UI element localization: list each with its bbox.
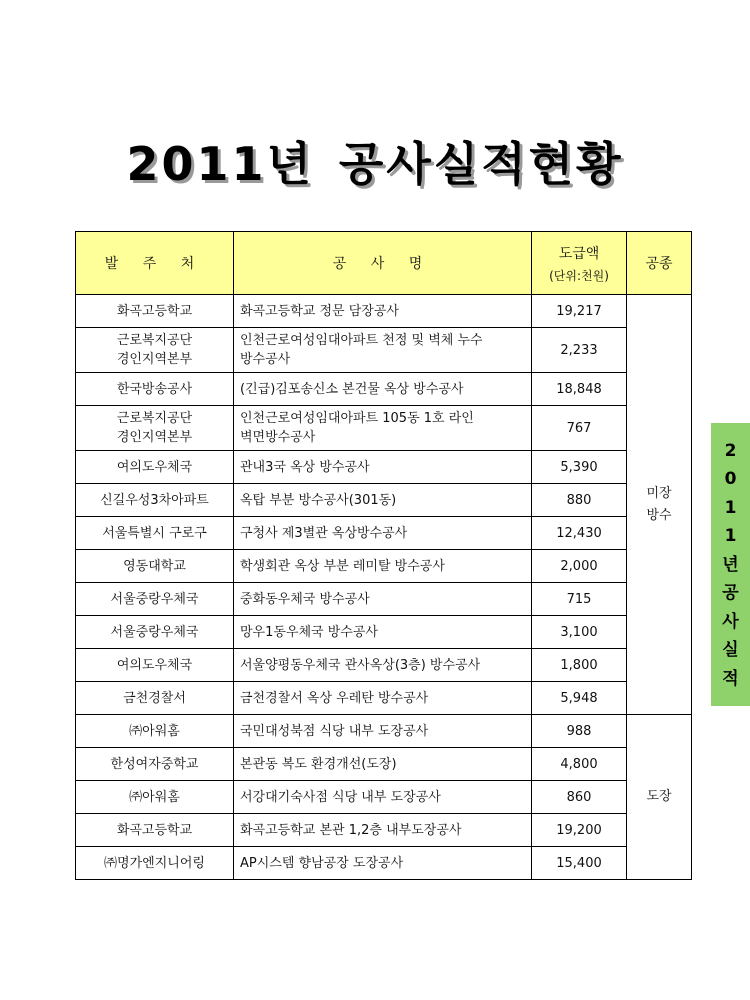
cell-client: 서울중랑우체국 [76, 616, 234, 649]
table-row [76, 616, 692, 649]
cell-project: 금천경찰서 옥상 우레탄 방수공사 [234, 682, 532, 715]
cell-client: 여의도우체국 [76, 451, 234, 484]
table-row [76, 715, 692, 748]
cell-amount: 2,000 [532, 550, 627, 583]
cell-project: 국민대성북점 식당 내부 도장공사 [234, 715, 532, 748]
sidebar-char: 2 [724, 440, 737, 461]
page-title: 2011년 공사실적현황 [126, 137, 624, 191]
year-works-sidebar [711, 423, 750, 706]
cell-client: ㈜명가엔지니어링 [76, 847, 234, 880]
table-row [76, 748, 692, 781]
cell-amount: 19,200 [532, 814, 627, 847]
cell-project: 중화동우체국 방수공사 [234, 583, 532, 616]
header-project: 공 사 명 [234, 232, 532, 295]
header-amount [532, 232, 627, 295]
header-category: 공종 [627, 232, 692, 295]
cell-client: 화곡고등학교 [76, 295, 234, 328]
cell-client: 한성여자중학교 [76, 748, 234, 781]
table-row [76, 406, 692, 451]
cell-client: 금천경찰서 [76, 682, 234, 715]
table-row [76, 649, 692, 682]
cell-project: 학생회관 옥상 부분 레미탈 방수공사 [234, 550, 532, 583]
header-amount-label: 도급액 [558, 245, 600, 262]
cell-amount: 3,100 [532, 616, 627, 649]
cell-amount: 2,233 [532, 328, 627, 373]
cell-amount: 19,217 [532, 295, 627, 328]
cell-category-painting: 도장 [627, 715, 692, 880]
table-row [76, 373, 692, 406]
cell-project: 본관동 복도 환경개선(도장) [234, 748, 532, 781]
cell-amount: 767 [532, 406, 627, 451]
cell-amount: 860 [532, 781, 627, 814]
cell-client: 근로복지공단 경인지역본부 [76, 328, 234, 373]
table-row [76, 295, 692, 328]
cell-amount: 880 [532, 484, 627, 517]
table-row [76, 847, 692, 880]
cell-amount: 715 [532, 583, 627, 616]
table-row [76, 328, 692, 373]
category-label-line2: 방수 [646, 507, 672, 523]
sidebar-char: 공 [722, 583, 739, 603]
cell-client: ㈜아워홈 [76, 781, 234, 814]
cell-project: AP시스템 향남공장 도장공사 [234, 847, 532, 880]
works-table [75, 231, 692, 880]
table-row [76, 583, 692, 616]
sidebar-char: 1 [724, 497, 737, 518]
table-row [76, 682, 692, 715]
sidebar-char: 적 [722, 668, 739, 689]
cell-client: 근로복지공단 경인지역본부 [76, 406, 234, 451]
cell-amount: 5,948 [532, 682, 627, 715]
sidebar-char: 년 [722, 554, 739, 575]
cell-project: 서강대기숙사점 식당 내부 도장공사 [234, 781, 532, 814]
cell-client: 한국방송공사 [76, 373, 234, 406]
cell-amount: 12,430 [532, 517, 627, 550]
cell-project: 화곡고등학교 정문 담장공사 [234, 295, 532, 328]
cell-amount: 988 [532, 715, 627, 748]
table-row [76, 484, 692, 517]
cell-project: (긴급)김포송신소 본건물 옥상 방수공사 [234, 373, 532, 406]
category-label-line1: 미장 [646, 485, 672, 501]
cell-project: 관내3국 옥상 방수공사 [234, 451, 532, 484]
sidebar-char: 사 [722, 611, 739, 632]
table-row [76, 517, 692, 550]
table-row [76, 781, 692, 814]
cell-project: 구청사 제3별관 옥상방수공사 [234, 517, 532, 550]
cell-project: 화곡고등학교 본관 1,2층 내부도장공사 [234, 814, 532, 847]
cell-amount: 15,400 [532, 847, 627, 880]
table-row [76, 550, 692, 583]
cell-amount: 1,800 [532, 649, 627, 682]
cell-amount: 5,390 [532, 451, 627, 484]
sidebar-char: 0 [724, 469, 737, 489]
cell-client: 서울중랑우체국 [76, 583, 234, 616]
cell-client: 화곡고등학교 [76, 814, 234, 847]
cell-client: 영동대학교 [76, 550, 234, 583]
cell-amount: 18,848 [532, 373, 627, 406]
cell-project: 옥탑 부분 방수공사(301동) [234, 484, 532, 517]
sidebar-char: 실 [722, 640, 739, 660]
table-row [76, 814, 692, 847]
cell-amount: 4,800 [532, 748, 627, 781]
header-row [76, 232, 692, 295]
cell-project: 서울양평동우체국 관사옥상(3층) 방수공사 [234, 649, 532, 682]
sidebar-char: 1 [724, 526, 737, 546]
header-amount-unit: (단위:천원) [549, 268, 609, 283]
cell-category-waterproof [627, 295, 692, 715]
cell-project: 인천근로여성임대아파트 105동 1호 라인 벽면방수공사 [234, 406, 532, 451]
cell-client: 서울특별시 구로구 [76, 517, 234, 550]
cell-project: 망우1동우체국 방수공사 [234, 616, 532, 649]
cell-client: 신길우성3차아파트 [76, 484, 234, 517]
cell-project: 인천근로여성임대아파트 천정 및 벽체 누수 방수공사 [234, 328, 532, 373]
header-client: 발 주 처 [76, 232, 234, 295]
cell-client: ㈜아워홈 [76, 715, 234, 748]
cell-client: 여의도우체국 [76, 649, 234, 682]
table-row [76, 451, 692, 484]
